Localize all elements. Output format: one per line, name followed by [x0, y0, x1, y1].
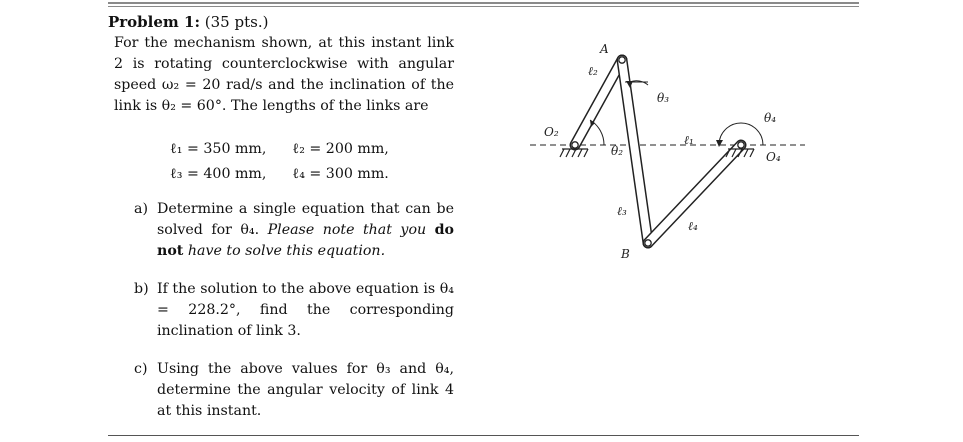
label-b: B: [621, 247, 630, 261]
length-l2: ℓ₂ = 200 mm,: [292, 141, 389, 157]
lengths-row-2: [170, 162, 454, 187]
problem-label: Problem 1:: [108, 13, 200, 31]
label-theta4: θ₄: [764, 111, 777, 125]
question-note-bold: do: [434, 222, 454, 238]
label-l1: ℓ₁: [684, 133, 694, 147]
link-2: [575, 60, 622, 145]
label-l3: ℓ₃: [617, 204, 627, 218]
pin-o4: [738, 142, 744, 148]
bottom-rule: [108, 435, 859, 436]
question-c: [114, 359, 454, 422]
theta4-arrow: [716, 140, 723, 147]
label-theta3: θ₃: [657, 91, 670, 105]
length-l4: ℓ₄ = 300 mm.: [292, 166, 389, 182]
question-note: Please note that you: [267, 222, 427, 238]
question-note: have to solve this equation.: [187, 243, 386, 259]
label-l2: ℓ₂: [588, 64, 598, 78]
top-rule-thin: [108, 6, 859, 7]
question-label: b): [134, 281, 149, 297]
problem-intro: For the mechanism shown, at this instant link 2 is rotating counterclockwise with angular speed ω₂ = 20 rad/s and the inclination of the link is θ₂ = 60°. The lengths of the links are: [114, 35, 454, 114]
problem-text: [108, 12, 454, 439]
question-label: c): [134, 361, 148, 377]
pin-b: [645, 240, 651, 246]
question-text: Using the above values for θ₃ and θ₄, determine the angular velocity of link 4 at this instant.: [157, 361, 454, 419]
lengths-row-1: [170, 137, 454, 162]
question-b: [114, 279, 454, 342]
label-o2: O₂: [544, 125, 559, 139]
label-o4: O₄: [766, 150, 781, 164]
label-a: A: [600, 42, 609, 56]
question-label: a): [134, 201, 148, 217]
length-l3: ℓ₃ = 400 mm,: [170, 166, 267, 182]
question-text: If the solution to the above equation is θ₄ = 228.2°, find the corresponding inclination of link 3.: [157, 281, 454, 339]
top-rule: [108, 2, 859, 4]
length-l1: ℓ₁ = 350 mm,: [170, 141, 267, 157]
problem-points: (35 pts.): [204, 13, 269, 31]
question-a: [114, 199, 454, 262]
pin-a: [619, 57, 625, 63]
label-l4: ℓ₄: [688, 219, 698, 233]
problem-heading: [108, 12, 454, 33]
mechanism-figure: [520, 30, 820, 270]
pin-o2: [572, 142, 578, 148]
question-note-bold: not: [157, 243, 184, 259]
link-lengths: [170, 137, 454, 187]
question-text: Determine a single equation that can be solved for θ₄.: [157, 201, 454, 238]
label-theta2: θ₂: [611, 144, 624, 158]
question-list: [114, 199, 454, 422]
